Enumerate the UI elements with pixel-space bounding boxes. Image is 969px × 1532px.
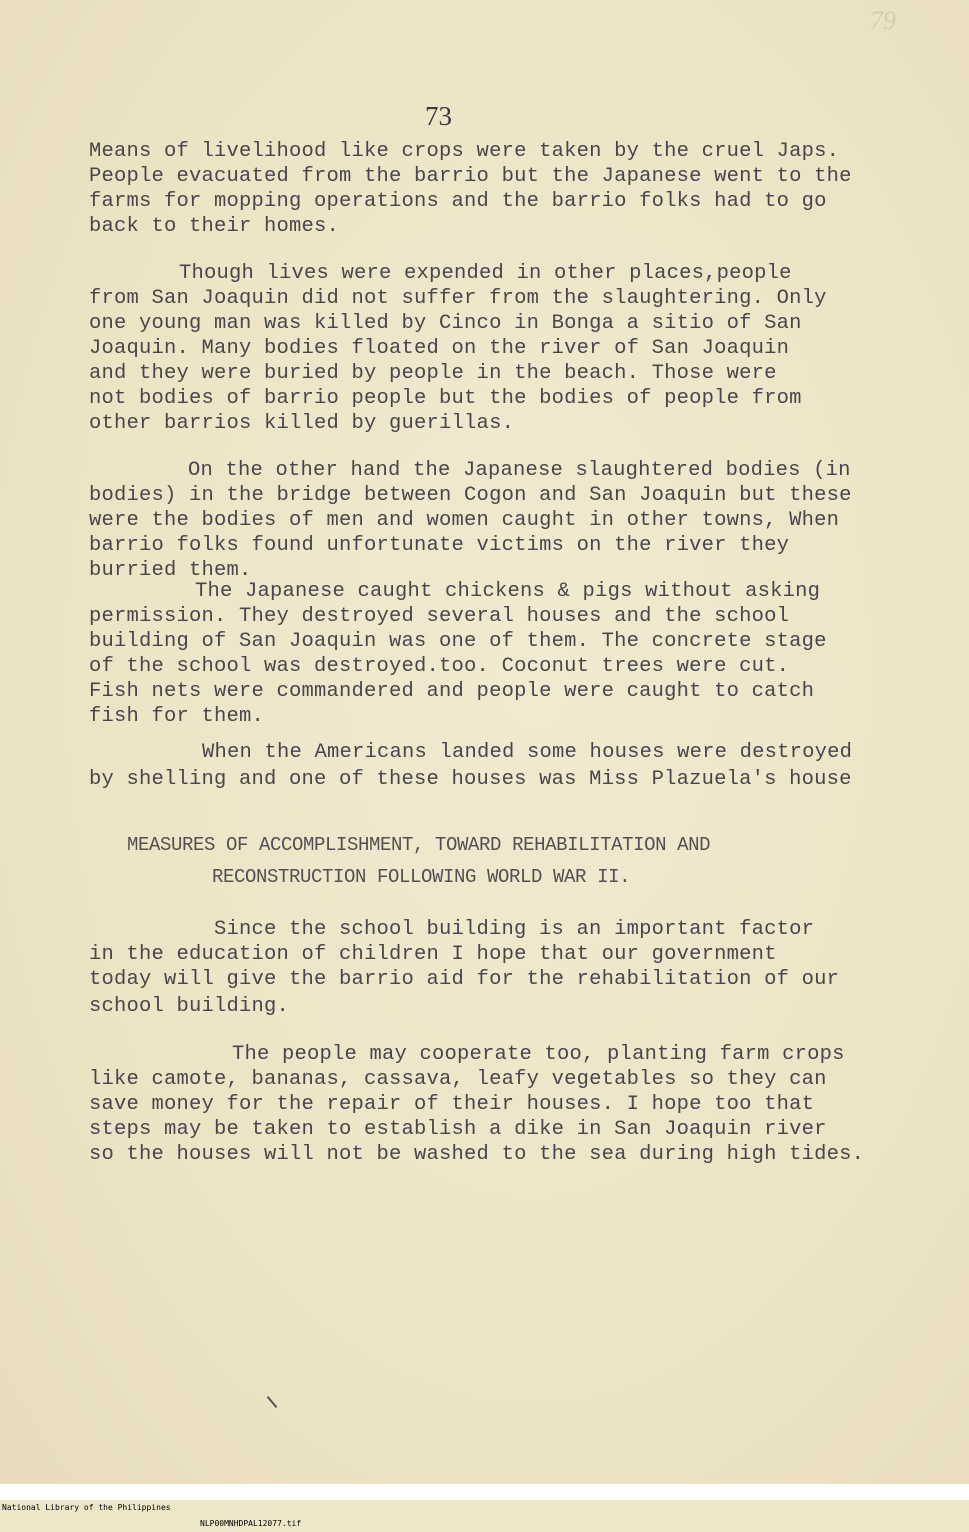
paragraph-line: Means of livelihood like crops were taken by the cruel Japs. — [89, 140, 840, 163]
paragraph-line: People evacuated from the barrio but the Japanese went to the — [89, 165, 852, 188]
paragraph-bridge-bodies — [89, 458, 852, 583]
paragraph-line: steps may be taken to establish a dike in San Joaquin river — [89, 1118, 827, 1141]
paragraph-destruction — [89, 579, 827, 729]
paragraph-line: school building. — [89, 995, 290, 1018]
paragraph-line: not bodies of barrio people but the bodies of people from — [89, 387, 802, 410]
paragraph-line: On the other hand the Japanese slaughtered bodies (in — [188, 459, 851, 482]
paragraph-school-building — [89, 917, 839, 1022]
paragraph-line: were the bodies of men and women caught in other towns, When — [89, 509, 840, 532]
paragraph-line: barrio folks found unfortunate victims on the river they — [89, 534, 790, 557]
paragraph-line: one young man was killed by Cinco in Bonga a sitio of San — [89, 312, 802, 335]
paragraph-line: today will give the barrio aid for the rehabilitation of our — [89, 968, 840, 991]
paragraph-line: by shelling and one of these houses was Miss Plazuela's house — [89, 768, 852, 791]
paragraph-cooperation — [89, 1042, 864, 1167]
paragraph-line: Though lives were expended in other places,people — [179, 262, 792, 285]
paragraph-line: from San Joaquin did not suffer from the slaughtering. Only — [89, 287, 827, 310]
paragraph-line: burried them. — [89, 559, 252, 582]
paragraph-line: The people may cooperate too, planting farm crops — [232, 1043, 845, 1066]
scan-footer — [0, 1484, 969, 1528]
paragraph-line: like camote, bananas, cassava, leafy vegetables so they can — [89, 1068, 827, 1091]
paragraph-americans — [89, 740, 852, 794]
paragraph-slaughtering — [89, 261, 827, 436]
paragraph-line: permission. They destroyed several houses and the school — [89, 605, 790, 628]
paragraph-line: save money for the repair of their houses. I hope too that — [89, 1093, 815, 1116]
page-number: 73 — [425, 101, 452, 131]
paragraph-line: other barrios killed by guerillas. — [89, 412, 515, 435]
stray-pen-mark — [267, 1396, 278, 1408]
paragraph-livelihood — [89, 139, 852, 239]
paragraph-line: When the Americans landed some houses were destroyed — [202, 741, 853, 764]
paragraph-line: so the houses will not be washed to the sea during high tides. — [89, 1143, 865, 1166]
paragraph-line: fish for them. — [89, 705, 265, 728]
paragraph-line: building of San Joaquin was one of them. The concrete stage — [89, 630, 827, 653]
section-heading-line-2: RECONSTRUCTION FOLLOWING WORLD WAR II. — [212, 866, 631, 888]
paragraph-line: Joaquin. Many bodies floated on the river of San Joaquin — [89, 337, 790, 360]
section-heading-line-1: MEASURES OF ACCOMPLISHMENT, TOWARD REHABILITATION AND — [127, 834, 711, 856]
paragraph-line: farms for mopping operations and the barrio folks had to go — [89, 190, 827, 213]
corner-pencil-mark: 79 — [870, 6, 896, 35]
paragraph-line: bodies) in the bridge between Cogon and San Joaquin but these — [89, 484, 852, 507]
paragraph-line: in the education of children I hope that our government — [89, 943, 777, 966]
paragraph-line: and they were buried by people in the beach. Those were — [89, 362, 777, 385]
footer-filename: NLP00MNHDPAL12077.tif — [200, 1519, 302, 1528]
paragraph-line: Since the school building is an important factor — [214, 918, 815, 941]
paragraph-line: Fish nets were commandered and people were caught to catch — [89, 680, 815, 703]
footer-library-name: National Library of the Philippines — [2, 1503, 171, 1512]
paragraph-line: The Japanese caught chickens & pigs without asking — [195, 580, 821, 603]
paragraph-line: back to their homes. — [89, 215, 340, 238]
paragraph-line: of the school was destroyed.too. Coconut trees were cut. — [89, 655, 790, 678]
